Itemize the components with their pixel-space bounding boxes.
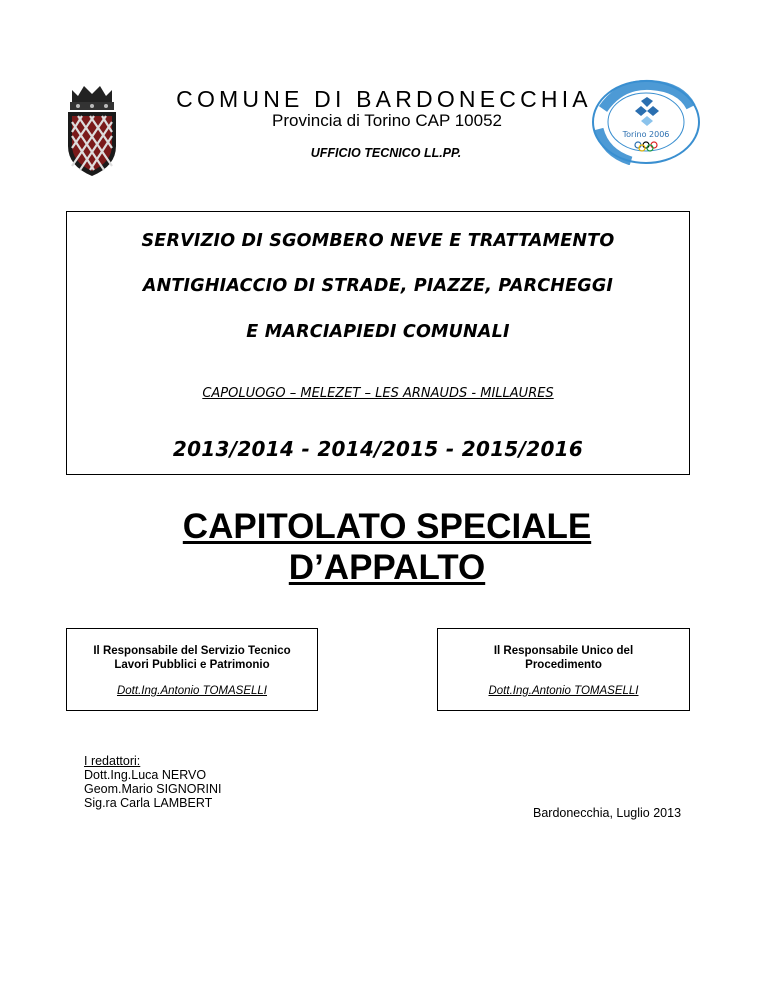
author-name: Sig.ra Carla LAMBERT <box>84 796 213 810</box>
service-title-line-1: SERVIZIO DI SGOMBERO NEVE E TRATTAMENTO <box>141 231 615 251</box>
service-title-line-2: ANTIGHIACCIO DI STRADE, PIAZZE, PARCHEGGI <box>142 276 614 296</box>
signature-role-right-line-2: Procedimento <box>525 659 602 671</box>
province-line: Provincia di Torino CAP 10052 <box>272 111 502 130</box>
authors-label: I redattori: <box>84 754 141 768</box>
place-and-date: Bardonecchia, Luglio 2013 <box>533 806 682 820</box>
locations-line: CAPOLUOGO – MELEZET – LES ARNAUDS - MILLAURES <box>202 386 554 401</box>
municipality-name: COMUNE DI BARDONECCHIA <box>176 86 592 112</box>
document-title-line-2: D’APPALTO <box>288 548 486 587</box>
signature-role-right <box>438 644 689 672</box>
signature-role-left <box>67 644 317 672</box>
signature-role-left-line-2: Lavori Pubblici e Patrimonio <box>114 659 270 671</box>
signature-role-left-line-1: Il Responsabile del Servizio Tecnico <box>93 645 291 657</box>
office-name: UFFICIO TECNICO LL.PP. <box>310 146 462 160</box>
signature-box-left <box>66 628 318 711</box>
contract-years: 2013/2014 - 2014/2015 - 2015/2016 <box>172 437 584 461</box>
badge-text: Torino 2006 <box>622 130 670 139</box>
document-title-line-1: CAPITOLATO SPECIALE <box>182 507 592 546</box>
document-title <box>0 506 768 588</box>
service-description-box <box>66 211 690 475</box>
service-title-line-3: E MARCIAPIEDI COMUNALI <box>246 322 510 342</box>
signature-box-right <box>437 628 690 711</box>
author-name: Geom.Mario SIGNORINI <box>84 782 222 796</box>
signature-role-right-line-1: Il Responsabile Unico del <box>493 645 634 657</box>
signature-name-left: Dott.Ing.Antonio TOMASELLI <box>116 685 267 697</box>
authors-block <box>84 754 222 810</box>
author-name: Dott.Ing.Luca NERVO <box>84 768 207 782</box>
signature-name-right: Dott.Ing.Antonio TOMASELLI <box>488 685 639 697</box>
